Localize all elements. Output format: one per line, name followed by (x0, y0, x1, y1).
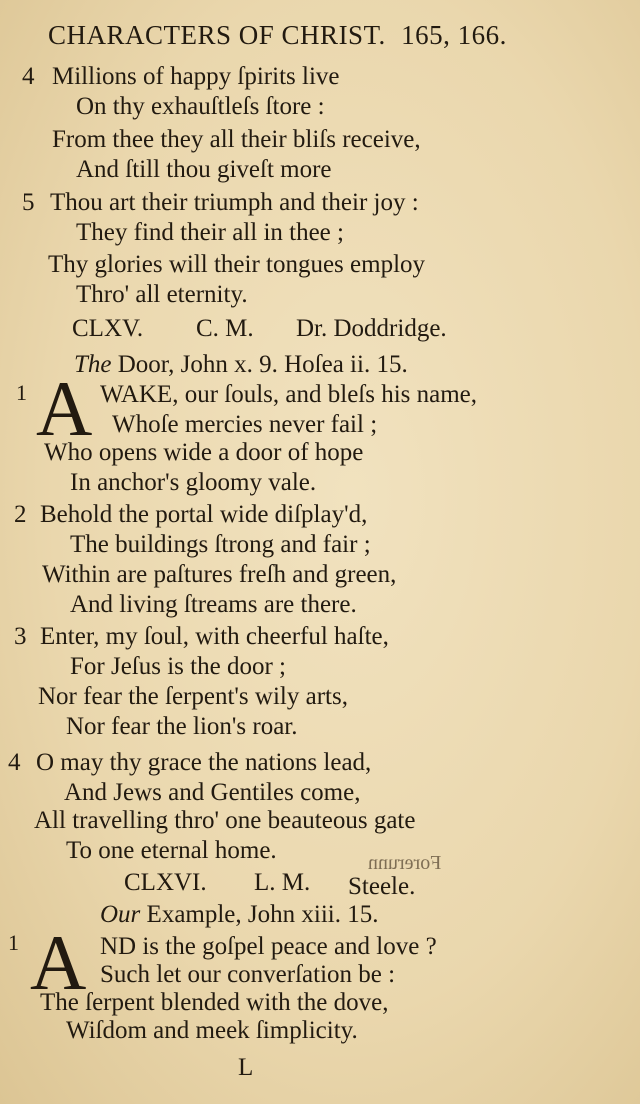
hymn-meter: L. M. (254, 869, 311, 896)
hymn-subtitle (100, 900, 378, 930)
running-head-title: CHARACTERS OF CHRIST. (48, 20, 386, 50)
verse-line: Such let our converſation be : (100, 961, 396, 988)
verse-line: Whoſe mercies never fail ; (112, 411, 378, 438)
hymn-subtitle (74, 350, 408, 380)
stanza-number: 4 (22, 63, 35, 90)
verse-line: And Jews and Gentiles come, (64, 779, 361, 806)
verse-line: The buildings ſtrong and fair ; (70, 531, 371, 558)
hymn-number: CLXVI. (124, 869, 207, 896)
hymn-author: Steele. (348, 873, 416, 900)
stanza-number: 4 (8, 749, 21, 776)
drop-cap: A (36, 365, 93, 452)
stanza-number: 3 (14, 623, 27, 650)
verse-line: WAKE, our ſouls, and bleſs his name, (100, 381, 478, 408)
subtitle-text: Door, John x. 9. Hoſea ii. 15. (117, 351, 408, 378)
subtitle-lead: Our (100, 901, 141, 928)
verse-line: Thro' all eternity. (76, 281, 248, 308)
subtitle-text: Example, John xiii. 15. (146, 901, 379, 928)
verse-line: Within are paſtures freſh and green, (42, 561, 397, 588)
verse-line: ND is the goſpel peace and love ? (100, 933, 437, 960)
stanza-number: 5 (22, 189, 35, 216)
subtitle-lead: The (74, 351, 112, 378)
hymn-meter: C. M. (196, 315, 254, 342)
verse-line: And ſtill thou giveſt more (76, 156, 332, 183)
verse-line: Wiſdom and meek ſimplicity. (66, 1017, 358, 1044)
signature-mark: L (238, 1054, 254, 1081)
show-through-text: Forerunn (368, 852, 442, 874)
verse-line: Nor fear the ſerpent's wily arts, (38, 683, 348, 710)
stanza-number: 2 (14, 501, 27, 528)
stanza-number: 1 (8, 930, 19, 955)
verse-line: The ſerpent blended with the dove, (40, 989, 389, 1016)
verse-line: Thou art their triumph and their joy : (50, 189, 419, 216)
page-numbers: 165, 166. (401, 20, 507, 50)
verse-line: O may thy grace the nations lead, (36, 749, 372, 776)
verse-line: Nor fear the lion's roar. (66, 713, 298, 740)
verse-line: From thee they all their bliſs receive, (52, 126, 421, 153)
verse-line: For Jeſus is the door ; (70, 653, 286, 680)
verse-line: They find their all in thee ; (76, 219, 344, 246)
verse-line: On thy exhauſtleſs ſtore : (76, 93, 325, 120)
verse-line: Behold the portal wide diſplay'd, (40, 501, 368, 528)
verse-line: All travelling thro' one beauteous gate (34, 807, 416, 834)
stanza-number: 1 (16, 380, 27, 405)
verse-line: Thy glories will their tongues employ (48, 251, 426, 278)
verse-line: To one eternal home. (66, 837, 277, 864)
running-head (48, 20, 507, 50)
verse-line: In anchor's gloomy vale. (70, 469, 317, 496)
verse-line: Who opens wide a door of hope (44, 439, 364, 466)
verse-line: Enter, my ſoul, with cheerful haſte, (40, 623, 389, 650)
verse-line: Millions of happy ſpirits live (52, 63, 340, 90)
verse-line: And living ſtreams are there. (70, 591, 357, 618)
hymn-number: CLXV. (72, 315, 144, 342)
hymn-author: Dr. Doddridge. (296, 315, 447, 342)
drop-cap: A (30, 919, 87, 1006)
